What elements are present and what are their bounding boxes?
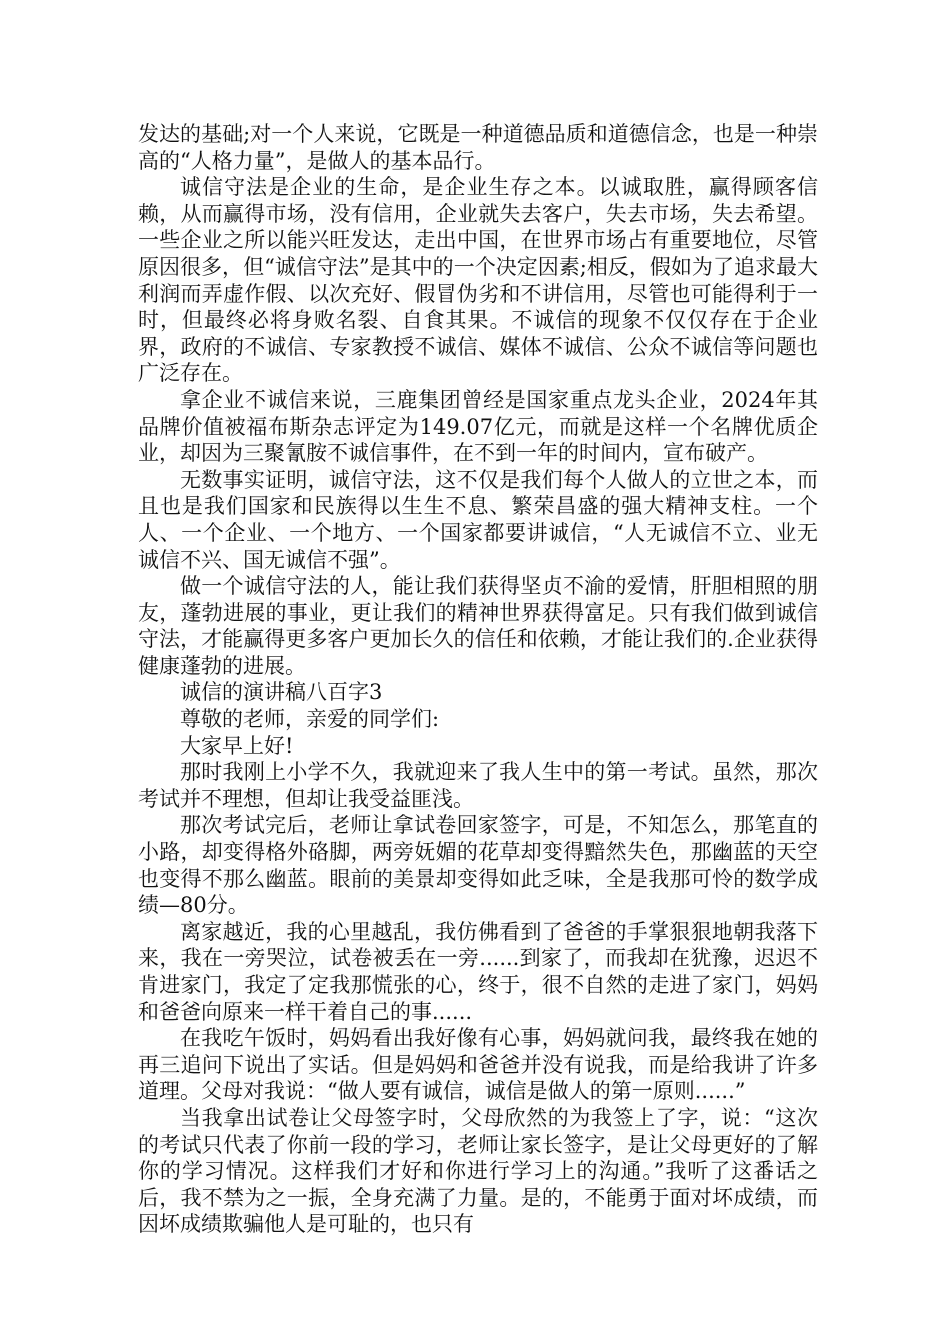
paragraph: 当我拿出试卷让父母签字时，父母欣然的为我签上了字，说：“这次的考试只代表了你前一段的学习，老师让家长签字，是让父母更好的了解你的学习情况。这样我们才好和你进行学习上的沟通。”我听了这番话之后，我不禁为之一振，全身充满了力量。是的，不能勇于面对坏成绩，而因坏成绩欺骗他人是可耻的，也只有 [138, 1105, 818, 1237]
greeting: 大家早上好! [180, 733, 294, 758]
paragraph: 无数事实证明，诚信守法，这不仅是我们每个人做人的立世之本，而且也是我们国家和民族得以生生不息、繁荣昌盛的强大精神支柱。一个人、一个企业、一个地方、一个国家都要讲诚信，“人无诚信不立、业无诚信不兴、国无诚信不强”。 [138, 467, 818, 572]
paragraph: 拿企业不诚信来说，三鹿集团曾经是国家重点龙头企业，2024年其品牌价值被福布斯杂志评定为149.07亿元，而就是这样一个名牌优质企业，却因为三聚氰胺不诚信事件，在不到一年的时间内，宣布破产。 [138, 387, 818, 466]
paragraph: 做一个诚信守法的人，能让我们获得坚贞不渝的爱情，肝胆相照的朋友，蓬勃进展的事业，更让我们的精神世界获得富足。只有我们做到诚信守法，才能赢得更多客户更加长久的信任和依赖，才能让我们的.企业获得健康蓬勃的进展。 [138, 574, 818, 678]
paragraph: 诚信守法是企业的生命，是企业生存之本。以诚取胜，赢得顾客信赖，从而赢得市场，没有信用，企业就失去客户，失去市场，失去希望。一些企业之所以能兴旺发达，走出中国，在世界市场占有重要地位，尽管原因很多，但“诚信守法”是其中的一个决定因素;相反，假如为了追求最大利润而弄虚作假、以次充好、假冒伪劣和不讲信用，尽管也可能得利于一时，但最终必将身败名裂、自食其果。不诚信的现象不仅仅存在于企业界，政府的不诚信、专家教授不诚信、媒体不诚信、公众不诚信等问题也广泛存在。 [138, 175, 818, 386]
paragraph: 那时我刚上小学不久，我就迎来了我人生中的第一考试。虽然，那次考试并不理想，但却让我受益匪浅。 [138, 760, 818, 811]
paragraph: 在我吃午饭时，妈妈看出我好像有心事，妈妈就问我，最终我在她的再三追问下说出了实话。但是妈妈和爸爸并没有说我，而是给我讲了许多道理。父母对我说：“做人要有诚信，诚信是做人的第一原则......” [138, 1026, 818, 1104]
salutation: 尊敬的老师，亲爱的同学们: [180, 707, 440, 732]
section-title: 诚信的演讲稿八百字3 [180, 680, 383, 705]
document-page [138, 121, 818, 1238]
paragraph-continued: 发达的基础;对一个人来说，它既是一种道德品质和道德信念，也是一种崇高的“人格力量”，是做人的基本品行。 [138, 122, 818, 173]
paragraph: 那次考试完后，老师让拿试卷回家签字，可是，不知怎么，那笔直的小路，却变得格外硌脚，两旁妩媚的花草却变得黯然失色，那幽蓝的天空也变得不那么幽蓝。眼前的美景却变得如此乏味，全是我那可怜的数学成绩—80分。 [138, 813, 818, 918]
paragraph: 离家越近，我的心里越乱，我仿佛看到了爸爸的手掌狠狠地朝我落下来，我在一旁哭泣，试卷被丢在一旁......到家了，而我却在犹豫，迟迟不肯进家门，我定了定我那慌张的心，终于，很不自然的走进了家门，妈妈和爸爸向原来一样干着自己的事...... [138, 919, 818, 1024]
